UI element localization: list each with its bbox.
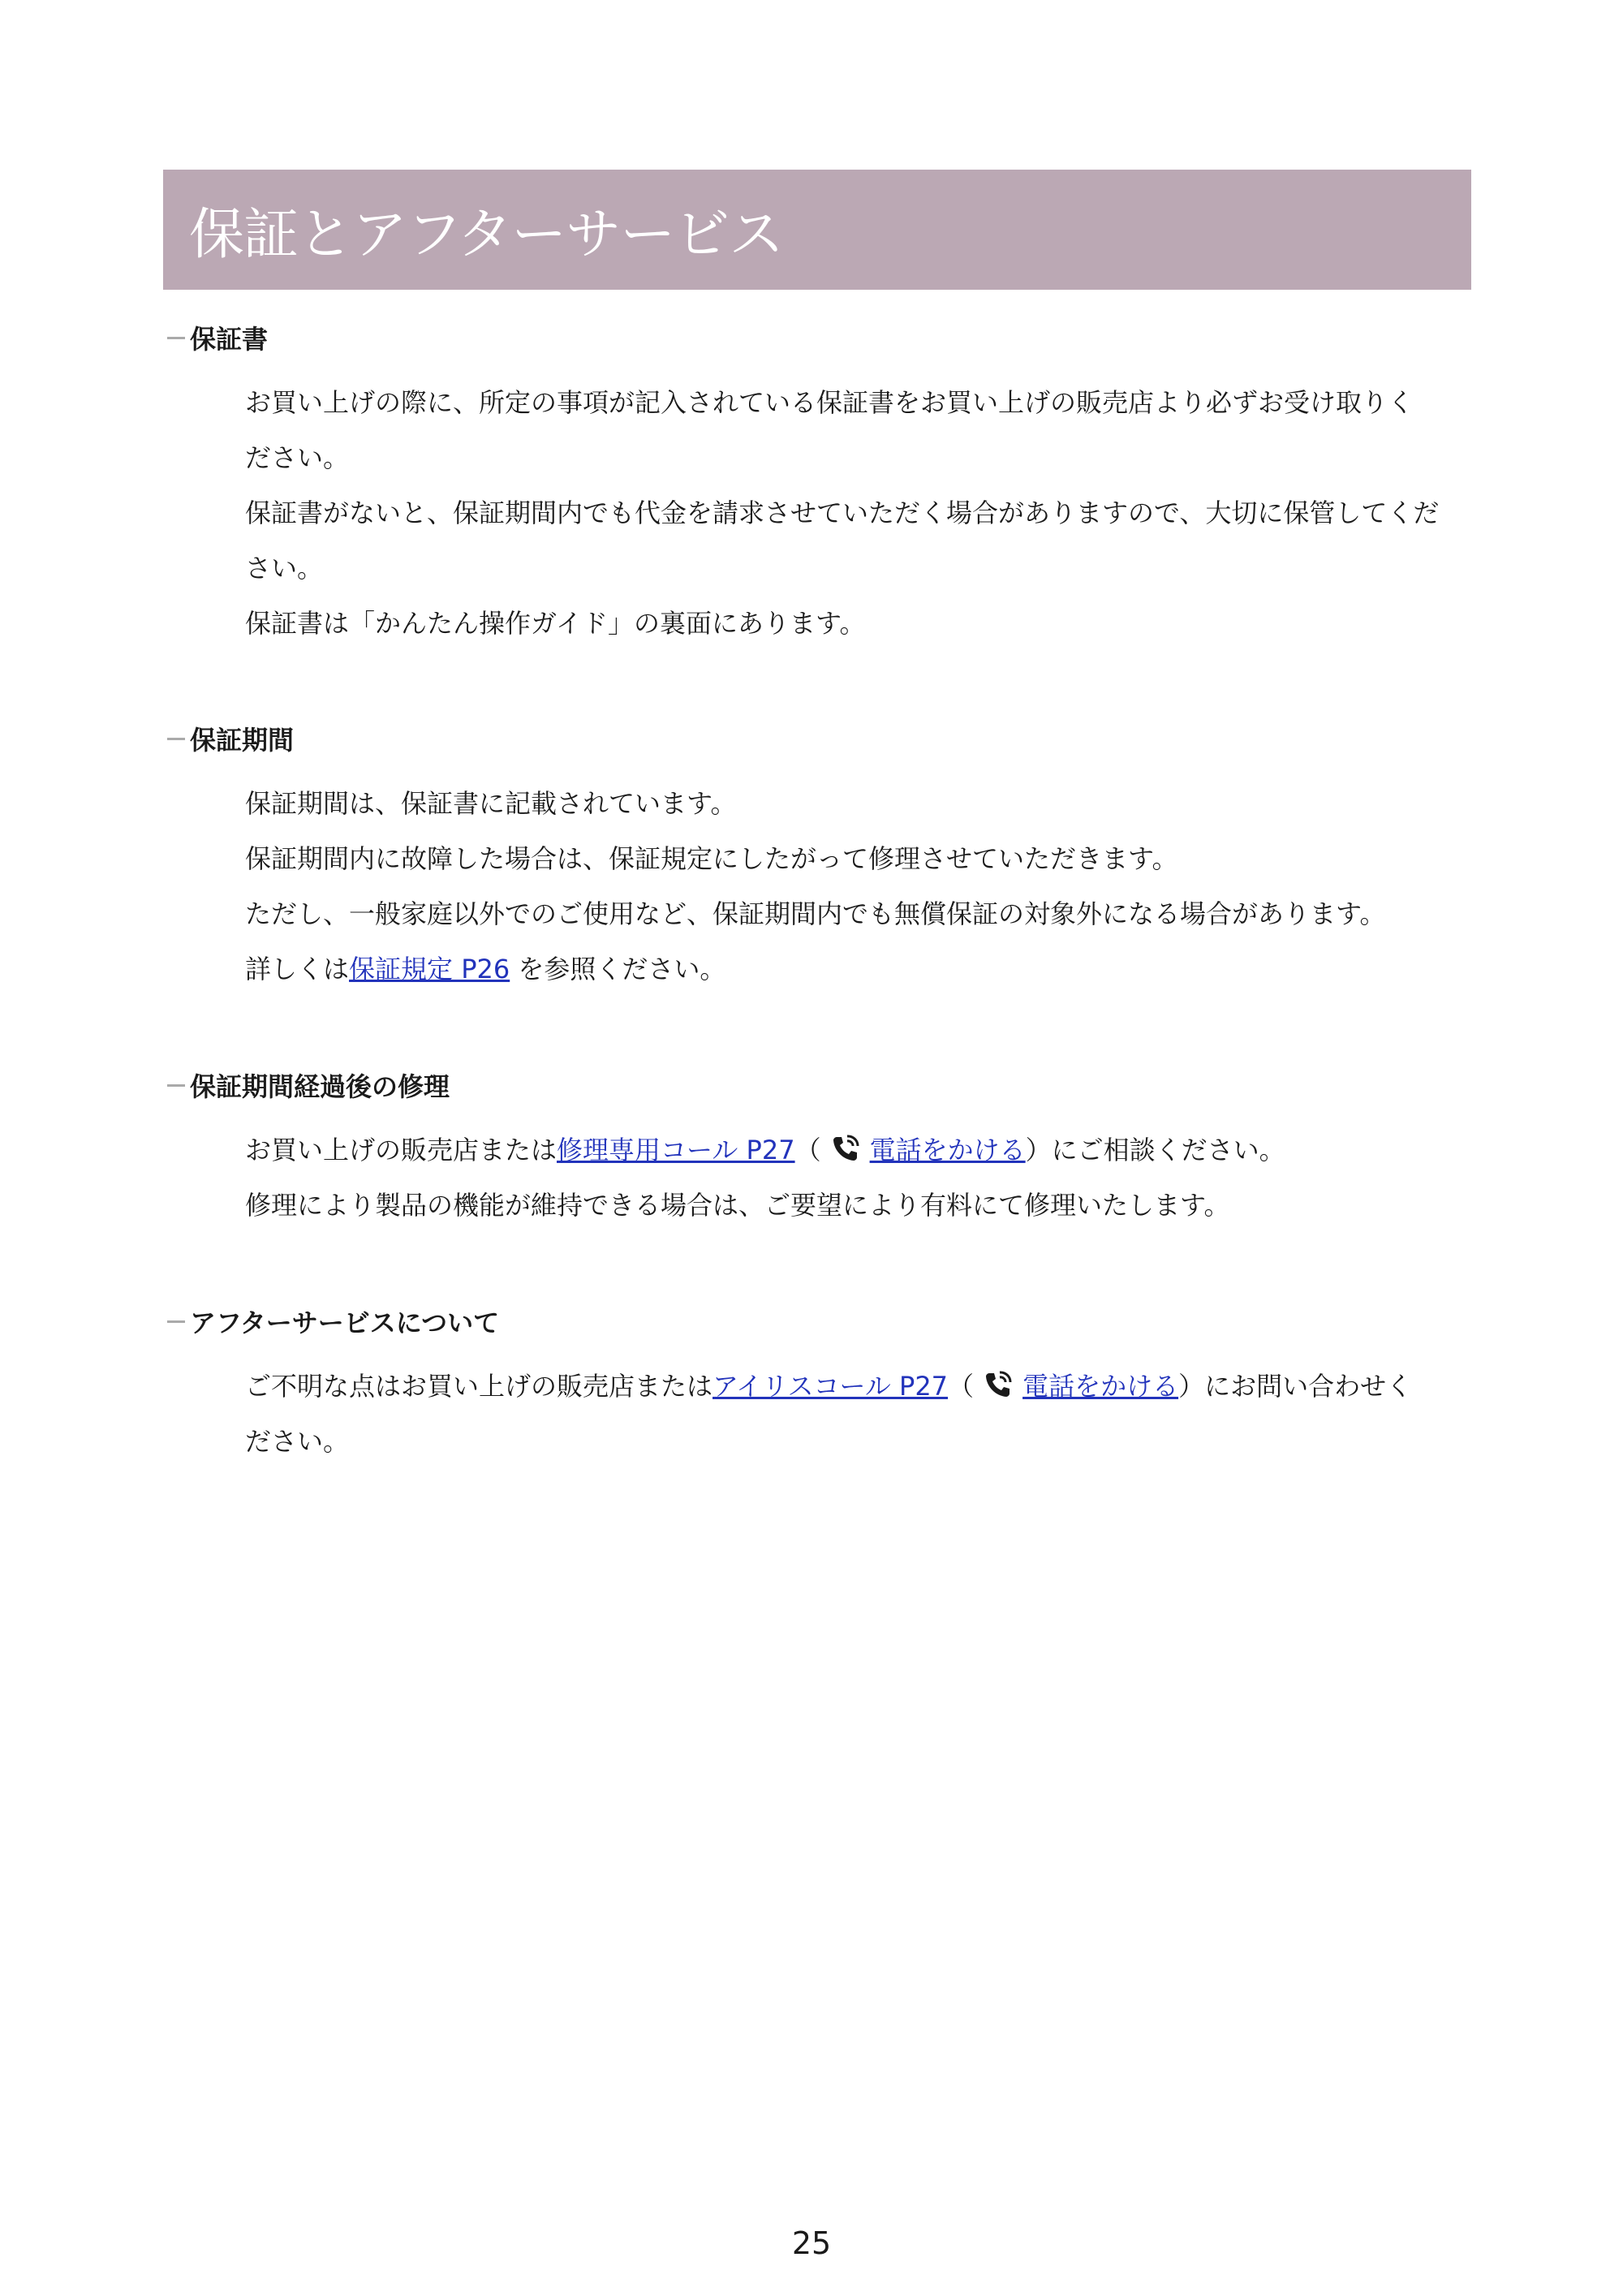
paragraph: 保証書がないと、保証期間内でも代金を請求させていただく場合がありますので、大切に保管してくだ xyxy=(245,498,1440,528)
paragraph: お買い上げの際に、所定の事項が記入されている保証書をお買い上げの販売店より必ずお受け取りく xyxy=(245,387,1414,418)
section-heading xyxy=(167,719,1474,758)
paragraph: さい。 xyxy=(245,553,324,584)
section-warranty-period xyxy=(167,719,1474,997)
paren-open: （ xyxy=(948,1371,975,1402)
section-heading xyxy=(167,318,1474,357)
paragraph: 保証書は「かんたん操作ガイド」の裏面にあります。 xyxy=(245,608,866,639)
section-body xyxy=(245,776,1470,997)
paragraph: ださい。 xyxy=(245,442,350,473)
heading-text: 保証期間 xyxy=(190,725,295,756)
phone-icon xyxy=(831,1135,860,1162)
heading-text: 保証書 xyxy=(190,324,269,355)
heading-dash xyxy=(167,738,185,740)
call-suffix: にご相談ください。 xyxy=(1051,1135,1285,1165)
reference-suffix: を参照ください。 xyxy=(510,954,726,984)
section-body xyxy=(245,1359,1470,1469)
call-line xyxy=(245,1359,1470,1414)
repair-hotline-link[interactable]: 修理専用コール P27 xyxy=(557,1135,795,1165)
heading-dash xyxy=(167,1084,185,1087)
paragraph: 保証期間内に故障した場合は、保証規定にしたがって修理させていただきます。 xyxy=(245,843,1178,874)
warranty-terms-link[interactable]: 保証規定 P26 xyxy=(349,954,510,984)
iris-call-link[interactable]: アイリスコール P27 xyxy=(712,1371,949,1402)
reference-prefix: 詳しくは xyxy=(245,954,350,984)
section-body xyxy=(245,1122,1470,1233)
section-warranty-card xyxy=(167,318,1474,651)
paren-open: （ xyxy=(794,1135,821,1165)
heading-dash xyxy=(167,1320,185,1323)
call-suffix: にお問い合わせく xyxy=(1204,1371,1413,1402)
section-heading xyxy=(167,1066,1474,1105)
call-phone-link[interactable]: 電話をかける xyxy=(1022,1371,1179,1402)
call-line xyxy=(245,1122,1470,1178)
heading-text: 保証期間経過後の修理 xyxy=(190,1071,450,1102)
phone-icon xyxy=(984,1371,1013,1398)
paragraph: ださい。 xyxy=(245,1426,350,1457)
paren-close: ） xyxy=(1025,1135,1052,1165)
paragraph: 保証期間は、保証書に記載されています。 xyxy=(245,788,737,819)
section-heading xyxy=(167,1302,1474,1341)
call-phone-link[interactable]: 電話をかける xyxy=(869,1135,1026,1165)
heading-text: アフターサービスについて xyxy=(190,1307,500,1338)
paragraph: ただし、一般家庭以外でのご使用など、保証期間内でも無償保証の対象外になる場合があります。 xyxy=(245,898,1386,929)
section-after-service xyxy=(167,1302,1474,1469)
call-prefix: ご不明な点はお買い上げの販売店または xyxy=(245,1371,713,1402)
section-body xyxy=(245,375,1470,651)
page-title: 保証とアフターサービス xyxy=(189,202,784,267)
title-banner xyxy=(163,170,1471,290)
paren-close: ） xyxy=(1178,1371,1205,1402)
reference-line xyxy=(245,941,1470,997)
paragraph: 修理により製品の機能が維持できる場合は、ご要望により有料にて修理いたします。 xyxy=(245,1190,1230,1221)
page-number: 25 xyxy=(791,2225,832,2261)
call-prefix: お買い上げの販売店または xyxy=(245,1135,558,1165)
heading-dash xyxy=(167,337,185,339)
section-post-warranty-repair xyxy=(167,1066,1474,1233)
